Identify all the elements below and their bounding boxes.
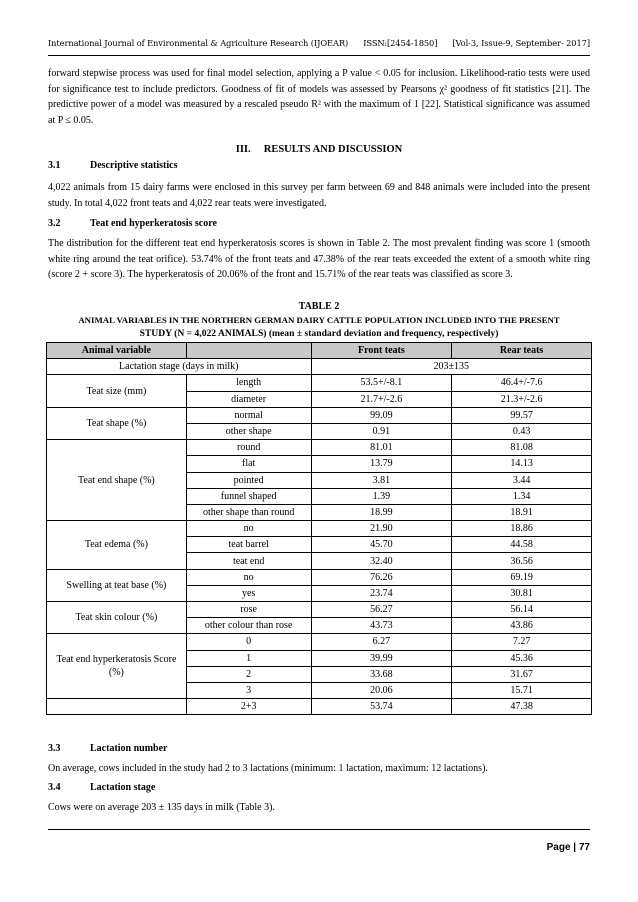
header-front-teats: Front teats [311,343,452,359]
journal-issn: ISSN:[2454-1850] [363,38,438,48]
rear-teats-cell: 43.86 [452,618,592,634]
rear-teats-cell: 69.19 [452,569,592,585]
front-teats-cell: 53.74 [311,699,452,715]
front-teats-cell: 21.7+/-2.6 [311,391,452,407]
table-caption-line-2: STUDY (N = 4,022 ANIMALS) (mean ± standard deviation and frequency, respectively) [139,328,499,339]
table-caption-line-1: ANIMAL VARIABLES IN THE NORTHERN GERMAN DAIRY CATTLE POPULATION INCLUDED INTO THE PRESENT [78,315,560,325]
table-row [47,699,592,715]
rear-teats-cell: 18.91 [452,504,592,520]
subsection-title: Lactation stage [90,782,156,793]
table-label: TABLE 2 [298,301,340,312]
front-teats-cell: 3.81 [311,472,452,488]
rear-teats-cell: 3.44 [452,472,592,488]
front-teats-cell: 45.70 [311,537,452,553]
section-title: RESULTS AND DISCUSSION [263,144,403,155]
rear-teats-cell: 36.56 [452,553,592,569]
section-number: III. [235,144,251,155]
front-teats-cell: 23.74 [311,585,452,601]
table-row-lactation [47,359,592,375]
front-teats-cell: 0.91 [311,423,452,439]
front-teats-cell: 53.5+/-8.1 [311,375,452,391]
subsection-heading-3-3 [48,743,168,754]
front-teats-cell: 1.39 [311,488,452,504]
table-row [47,375,592,391]
paragraph-3-4: Cows were on average 203 ± 135 days in milk (Table 3). [48,802,275,813]
rear-teats-cell: 18.86 [452,521,592,537]
group-label [47,699,187,715]
rear-teats-cell: 1.34 [452,488,592,504]
subcategory-cell: 1 [186,650,311,666]
rear-teats-cell: 99.57 [452,407,592,423]
subcategory-cell: pointed [186,472,311,488]
footer-rule [48,829,590,830]
running-header [48,38,590,48]
table-row [47,634,592,650]
rear-teats-cell: 81.08 [452,440,592,456]
subcategory-cell: other colour than rose [186,618,311,634]
subsection-number: 3.1 [48,160,61,171]
subcategory-cell: diameter [186,391,311,407]
page-number: Page | 77 [546,842,590,853]
subsection-title: Teat end hyperkeratosis score [90,218,217,229]
rear-teats-cell: 30.81 [452,585,592,601]
rear-teats-cell: 15.71 [452,682,592,698]
header-empty [186,343,311,359]
group-label: Swelling at teat base (%) [47,569,187,601]
subsection-heading-3-4 [48,782,155,793]
rear-teats-cell: 47.38 [452,699,592,715]
group-label: Teat end hyperkeratosis Score (%) [47,634,187,699]
subcategory-cell: teat end [186,553,311,569]
header-animal-variable: Animal variable [47,343,187,359]
group-label: Teat skin colour (%) [47,602,187,634]
paragraph-3-3: On average, cows included in the study had 2 to 3 lactations (minimum: 1 lactation, maximum: 12 lactations). [48,763,488,774]
group-label: Teat edema (%) [47,521,187,570]
subcategory-cell: round [186,440,311,456]
subcategory-cell: no [186,521,311,537]
animal-variables-table [46,342,592,715]
subcategory-cell: 2+3 [186,699,311,715]
subcategory-cell: normal [186,407,311,423]
subsection-number: 3.3 [48,743,61,754]
journal-name: International Journal of Environmental & Agriculture Research (IJOEAR) [48,38,349,48]
subcategory-cell: flat [186,456,311,472]
subcategory-cell: no [186,569,311,585]
table-row [47,407,592,423]
rear-teats-cell: 45.36 [452,650,592,666]
journal-volume: [Vol-3, Issue-9, September- 2017] [452,38,590,48]
subsection-number: 3.4 [48,782,61,793]
front-teats-cell: 18.99 [311,504,452,520]
subcategory-cell: rose [186,602,311,618]
subsection-title: Lactation number [90,743,168,754]
rear-teats-cell: 0.43 [452,423,592,439]
group-label: Teat shape (%) [47,407,187,439]
subcategory-cell: other shape than round [186,504,311,520]
rear-teats-cell: 56.14 [452,602,592,618]
paragraph-3-2: The distribution for the different teat end hyperkeratosis scores is shown in Table 2. The most prevalent finding was score 1 (smooth white ring around the teat orifice). 53.74% of the front teats and 47.38% of the rear teats exceeded the extent of a smooth white ring (score 2 + score 3). The hyperkeratosis of 20.06% of the front and 15.71% of the rear teats was classified as score 3. [48,238,590,281]
lactation-label: Lactation stage (days in milk) [47,359,312,375]
table-row [47,569,592,585]
header-rule [48,55,590,56]
subcategory-cell: funnel shaped [186,488,311,504]
front-teats-cell: 81.01 [311,440,452,456]
subsection-heading-3-1 [48,160,177,171]
front-teats-cell: 13.79 [311,456,452,472]
subsection-heading-3-2 [48,218,217,229]
table-row [47,521,592,537]
front-teats-cell: 33.68 [311,666,452,682]
rear-teats-cell: 14.13 [452,456,592,472]
paragraph-3-1: 4,022 animals from 15 dairy farms were enclosed in this survey per farm between 69 and 848 animals were included into the present study. In total 4,022 front teats and 4,022 rear teats were investigated. [48,182,590,209]
subcategory-cell: length [186,375,311,391]
subcategory-cell: yes [186,585,311,601]
subsection-title: Descriptive statistics [90,160,178,171]
subcategory-cell: other shape [186,423,311,439]
subcategory-cell: 2 [186,666,311,682]
rear-teats-cell: 31.67 [452,666,592,682]
front-teats-cell: 56.27 [311,602,452,618]
group-label: Teat size (mm) [47,375,187,407]
table-row [47,602,592,618]
table-row [47,440,592,456]
front-teats-cell: 6.27 [311,634,452,650]
section-heading [0,144,638,155]
front-teats-cell: 21.90 [311,521,452,537]
front-teats-cell: 39.99 [311,650,452,666]
group-label: Teat end shape (%) [47,440,187,521]
front-teats-cell: 43.73 [311,618,452,634]
intro-paragraph: forward stepwise process was used for final model selection, applying a P value < 0.05 for inclusion. Likelihood-ratio tests were used for significance test to include predictors. Goodness of fit of models was assessed by Pearsons χ² goodness of fit statistics [21]. The predictive power of a model was measured by a rescaled pseudo R² with the maximum of 1 [22]. Statistical significance was assumed at P ≤ 0.05. [48,68,590,127]
rear-teats-cell: 46.4+/-7.6 [452,375,592,391]
table-header-row [47,343,592,359]
rear-teats-cell: 21.3+/-2.6 [452,391,592,407]
subcategory-cell: 3 [186,682,311,698]
header-rear-teats: Rear teats [452,343,592,359]
subsection-number: 3.2 [48,218,61,229]
lactation-value: 203±135 [311,359,591,375]
subcategory-cell: teat barrel [186,537,311,553]
rear-teats-cell: 7.27 [452,634,592,650]
front-teats-cell: 76.26 [311,569,452,585]
rear-teats-cell: 44.58 [452,537,592,553]
front-teats-cell: 99.09 [311,407,452,423]
front-teats-cell: 32.40 [311,553,452,569]
subcategory-cell: 0 [186,634,311,650]
front-teats-cell: 20.06 [311,682,452,698]
